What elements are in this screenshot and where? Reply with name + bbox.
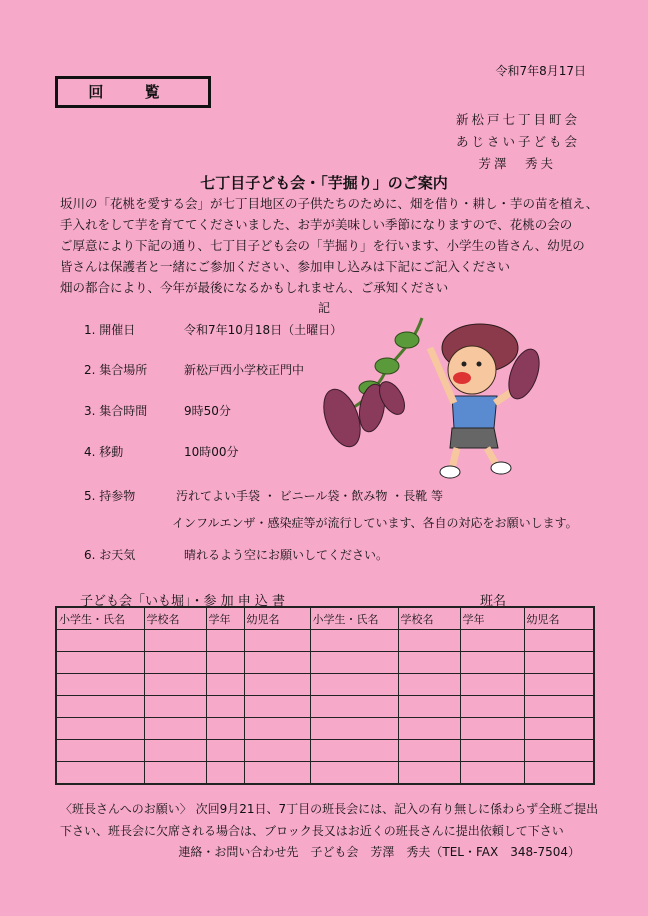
- entry-cell[interactable]: [144, 674, 206, 696]
- entry-cell[interactable]: [310, 762, 398, 785]
- entry-cell[interactable]: [310, 652, 398, 674]
- entry-cell[interactable]: [206, 674, 244, 696]
- table-row: [56, 674, 594, 696]
- entry-cell[interactable]: [244, 652, 310, 674]
- intro-line: 畑の都合により、今年が最後になるかもしれません、ご承知ください: [60, 280, 449, 295]
- item-value: 令和7年10月18日（土曜日）: [184, 323, 343, 337]
- entry-cell[interactable]: [56, 762, 144, 785]
- entry-cell[interactable]: [460, 630, 524, 652]
- table-row: [56, 762, 594, 785]
- health-note: インフルエンザ・感染症等が流行しています、各自の対応をお願いします。: [172, 516, 578, 530]
- org-representative: 芳澤 秀夫: [478, 156, 556, 171]
- entry-cell[interactable]: [524, 762, 594, 785]
- entry-cell[interactable]: [460, 718, 524, 740]
- entry-cell[interactable]: [206, 652, 244, 674]
- org-kids-club: あじさい子ども会: [455, 134, 580, 149]
- entry-cell[interactable]: [206, 630, 244, 652]
- entry-cell[interactable]: [460, 740, 524, 762]
- form-body: [56, 630, 594, 785]
- entry-cell[interactable]: [244, 718, 310, 740]
- entry-cell[interactable]: [56, 652, 144, 674]
- entry-cell[interactable]: [56, 674, 144, 696]
- entry-cell[interactable]: [144, 740, 206, 762]
- intro-line: 坂川の「花桃を愛する会」が七丁目地区の子供たちのために、畑を借り・耕し・芋の苗を植え、: [60, 196, 599, 211]
- intro-line: 皆さんは保護者と一緒にご参加ください、参加申し込みは下記にご記入ください: [60, 259, 511, 274]
- column-header: 学年: [460, 607, 524, 630]
- intro-line: ご厚意により下記の通り、七丁目子ども会の「芋掘り」を行います、小学生の皆さん、幼児の: [60, 238, 585, 253]
- entry-cell[interactable]: [206, 762, 244, 785]
- item-label: 4. 移動: [84, 445, 124, 459]
- item-value: 晴れるよう空にお願いしてください。: [184, 548, 389, 562]
- entry-cell[interactable]: [398, 652, 460, 674]
- item-label: 2. 集合場所: [84, 363, 148, 377]
- entry-cell[interactable]: [206, 696, 244, 718]
- item-value: 新松戸西小学校正門中: [184, 363, 305, 377]
- column-header: 小学生・氏名: [56, 607, 144, 630]
- kairan-box: 回 覧: [55, 76, 211, 108]
- entry-cell[interactable]: [398, 630, 460, 652]
- footer-line: 〈班長さんへのお願い〉 次回9月21日、7丁目の班長会には、記入の有り無しに係わらず全班ご提出: [60, 802, 599, 816]
- entry-cell[interactable]: [244, 696, 310, 718]
- entry-cell[interactable]: [310, 740, 398, 762]
- footer-line: 下さい、班長会に欠席される場合は、ブロック長又はお近くの班長さんに提出依頼して下さい: [60, 824, 564, 838]
- issue-date: 令和7年8月17日: [495, 64, 586, 78]
- entry-cell[interactable]: [524, 674, 594, 696]
- table-row: [56, 740, 594, 762]
- entry-cell[interactable]: [310, 696, 398, 718]
- entry-cell[interactable]: [244, 762, 310, 785]
- entry-cell[interactable]: [524, 740, 594, 762]
- entry-cell[interactable]: [524, 718, 594, 740]
- entry-cell[interactable]: [460, 762, 524, 785]
- entry-cell[interactable]: [144, 762, 206, 785]
- entry-cell[interactable]: [460, 674, 524, 696]
- page-title: 七丁目子ども会・「芋掘り」のご案内: [200, 174, 448, 192]
- entry-cell[interactable]: [310, 630, 398, 652]
- entry-cell[interactable]: [398, 696, 460, 718]
- table-row: [56, 652, 594, 674]
- entry-cell[interactable]: [56, 696, 144, 718]
- entry-cell[interactable]: [460, 652, 524, 674]
- entry-cell[interactable]: [398, 718, 460, 740]
- entry-cell[interactable]: [524, 696, 594, 718]
- ki-marker: 記: [318, 301, 331, 315]
- table-header-row: [56, 607, 594, 630]
- item-label: 5. 持参物: [84, 489, 136, 503]
- table-row: [56, 718, 594, 740]
- entry-cell[interactable]: [398, 762, 460, 785]
- entry-cell[interactable]: [310, 718, 398, 740]
- column-header: 小学生・氏名: [310, 607, 398, 630]
- entry-cell[interactable]: [144, 696, 206, 718]
- entry-cell[interactable]: [144, 718, 206, 740]
- entry-cell[interactable]: [144, 652, 206, 674]
- entry-cell[interactable]: [244, 674, 310, 696]
- entry-cell[interactable]: [56, 718, 144, 740]
- entry-cell[interactable]: [56, 740, 144, 762]
- entry-cell[interactable]: [524, 652, 594, 674]
- han-label: 班名: [480, 594, 507, 609]
- entry-cell[interactable]: [460, 696, 524, 718]
- entry-cell[interactable]: [398, 674, 460, 696]
- item-value: 汚れてよい手袋 ・ ビニール袋・飲み物 ・長靴 等: [176, 489, 444, 503]
- contact-info: 連絡・お問い合わせ先 子ども会 芳澤 秀夫（TEL・FAX 348-7504）: [178, 845, 580, 859]
- child-with-sweet-potatoes-illustration: [312, 308, 552, 488]
- column-header: 学校名: [144, 607, 206, 630]
- table-row: [56, 696, 594, 718]
- entry-cell[interactable]: [206, 740, 244, 762]
- item-value: 9時50分: [184, 404, 231, 418]
- org-neighborhood: 新松戸七丁目町会: [455, 112, 580, 127]
- intro-line: 手入れをして芋を育ててくださいました、お芋が美味しい季節になりますので、花桃の会の: [60, 217, 573, 232]
- column-header: 学年: [206, 607, 244, 630]
- column-header: 幼児名: [524, 607, 594, 630]
- item-value: 10時00分: [184, 445, 239, 459]
- entry-cell[interactable]: [56, 630, 144, 652]
- table-row: [56, 630, 594, 652]
- entry-cell[interactable]: [310, 674, 398, 696]
- item-label: 3. 集合時間: [84, 404, 148, 418]
- entry-cell[interactable]: [206, 718, 244, 740]
- item-label: 6. お天気: [84, 548, 136, 562]
- entry-cell[interactable]: [524, 630, 594, 652]
- entry-cell[interactable]: [398, 740, 460, 762]
- item-label: 1. 開催日: [84, 323, 136, 337]
- form-title: 子ども会「いも堀」・参 加 申 込 書: [80, 594, 286, 609]
- column-header: 幼児名: [244, 607, 310, 630]
- entry-cell[interactable]: [144, 630, 206, 652]
- entry-cell[interactable]: [244, 740, 310, 762]
- entry-cell[interactable]: [244, 630, 310, 652]
- column-header: 学校名: [398, 607, 460, 630]
- registration-form-table: [55, 606, 595, 785]
